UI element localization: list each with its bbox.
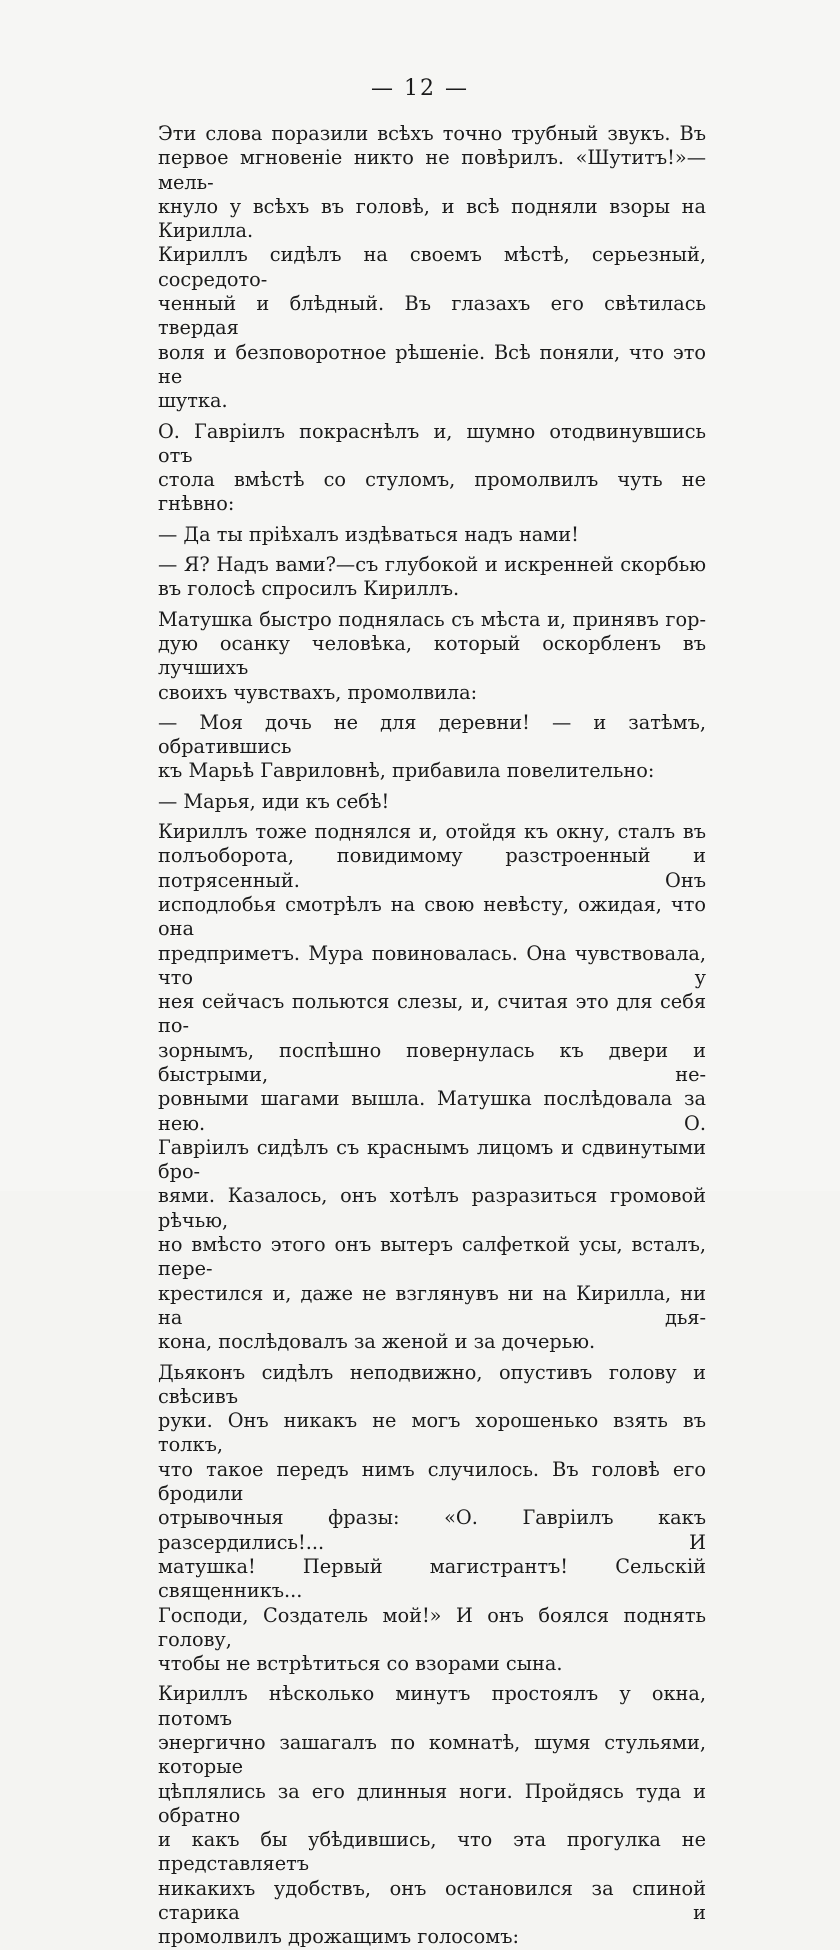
text-line: исподлобья смотрѣлъ на свою невѣсту, ожидая, что она: [158, 892, 706, 941]
text-line: кона, послѣдовалъ за женой и за дочерью.: [158, 1330, 596, 1354]
text-line: къ Марьѣ Гавриловнѣ, прибавила повелительно:: [158, 759, 655, 783]
text-line: энергично зашагалъ по комнатѣ, шумя стульями, которые: [158, 1731, 706, 1779]
text-line: Кириллъ сидѣлъ на своемъ мѣстѣ, серьезный, сосредото-: [158, 243, 706, 291]
paragraph: [158, 608, 706, 705]
text-line: крестился и, даже не взглянувъ ни на Кирилла, ни на дья-: [158, 1281, 706, 1329]
text-line: предприметъ. Мура повиновалась. Она чувствовала, что у: [158, 941, 706, 989]
text-line: Господи, Создатель мой!» И онъ боялся поднять голову,: [158, 1603, 706, 1651]
page-number: — 12 —: [371, 76, 469, 101]
paragraph: [158, 790, 706, 814]
paragraph: [158, 1682, 706, 1949]
text-line: и какъ бы убѣдившись, что эта прогулка не представляетъ: [158, 1828, 706, 1876]
text-line: стола вмѣстѣ со стуломъ, промолвилъ чуть не гнѣвно:: [158, 468, 706, 516]
text-line: промолвилъ дрожащимъ голосомъ:: [158, 1925, 519, 1949]
text-line: Дьяконъ сидѣлъ неподвижно, опустивъ голову и свѣсивъ: [158, 1360, 706, 1408]
text-line: ровными шагами вышла. Матушка послѣдовала за нею. О.: [158, 1087, 706, 1135]
text-line: — Я? Надъ вами?—съ глубокой и искренней скорбью: [158, 553, 706, 577]
text-line: въ голосѣ спросилъ Кириллъ.: [158, 577, 460, 601]
page-body: [158, 122, 706, 1950]
text-line: нея сейчасъ польются слезы, и, считая это для себя по-: [158, 990, 706, 1038]
text-line: Матушка быстро поднялась съ мѣста и, принявъ гор-: [158, 607, 706, 631]
paragraph: [158, 711, 706, 784]
paragraph: [158, 1361, 706, 1677]
text-line: — Да ты пріѣхалъ издѣваться надъ нами!: [158, 522, 579, 546]
text-line: чтобы не встрѣтиться со взорами сына.: [158, 1652, 563, 1676]
paragraph: [158, 523, 706, 547]
text-line: Эти слова поразили всѣхъ точно трубный звукъ. Въ: [158, 122, 706, 145]
text-line: воля и безповоротное рѣшеніе. Всѣ поняли, что это не: [158, 340, 706, 388]
text-line: вями. Казалось, онъ хотѣлъ разразиться громовой рѣчью,: [158, 1184, 706, 1232]
text-line: — Моя дочь не для деревни! — и затѣмъ, обратившись: [158, 710, 706, 759]
text-line: Кириллъ тоже поднялся и, отойдя къ окну, сталъ въ: [158, 820, 706, 844]
text-line: дую осанку человѣка, который оскорбленъ въ лучшихъ: [158, 631, 706, 680]
text-line: ченный и блѣдный. Въ глазахъ его свѣтилась твердая: [158, 292, 706, 340]
text-line: но вмѣсто этого онъ вытеръ салфеткой усы, всталъ, пере-: [158, 1233, 706, 1281]
text-line: своихъ чувствахъ, промолвила:: [158, 680, 478, 704]
text-line: никакихъ удобствъ, онъ остановился за спиной старика и: [158, 1876, 706, 1925]
paragraph: [158, 553, 706, 602]
text-line: Гавріилъ сидѣлъ съ краснымъ лицомъ и сдвинутыми бро-: [158, 1135, 706, 1184]
paragraph: [158, 122, 706, 414]
text-line: что такое передъ нимъ случилось. Въ головѣ его бродили: [158, 1457, 706, 1506]
text-line: первое мгновеніе никто не повѣрилъ. «Шутитъ!»—мель-: [158, 146, 706, 194]
text-line: зорнымъ, поспѣшно повернулась къ двери и быстрыми, не-: [158, 1038, 706, 1086]
text-line: руки. Онъ никакъ не могъ хорошенько взять въ толкъ,: [158, 1409, 706, 1457]
text-line: матушка! Первый магистрантъ! Сельскій священникъ...: [158, 1554, 706, 1603]
text-line: кнуло у всѣхъ въ головѣ, и всѣ подняли взоры на Кирилла.: [158, 194, 706, 243]
text-line: полъоборота, повидимому разстроенный и потрясенный. Онъ: [158, 844, 706, 892]
text-line: шутка.: [158, 389, 228, 413]
text-line: О. Гавріилъ покраснѣлъ и, шумно отодвинувшись отъ: [158, 419, 706, 467]
paragraph: [158, 820, 706, 1355]
text-line: Кириллъ нѣсколько минутъ простоялъ у окна, потомъ: [158, 1682, 706, 1730]
paragraph: [158, 420, 706, 517]
text-line: цѣплялись за его длинныя ноги. Пройдясь туда и обратно: [158, 1779, 706, 1827]
text-line: отрывочныя фразы: «О. Гавріилъ какъ разсердились!... И: [158, 1506, 706, 1554]
text-line: — Марья, иди къ себѣ!: [158, 789, 390, 813]
